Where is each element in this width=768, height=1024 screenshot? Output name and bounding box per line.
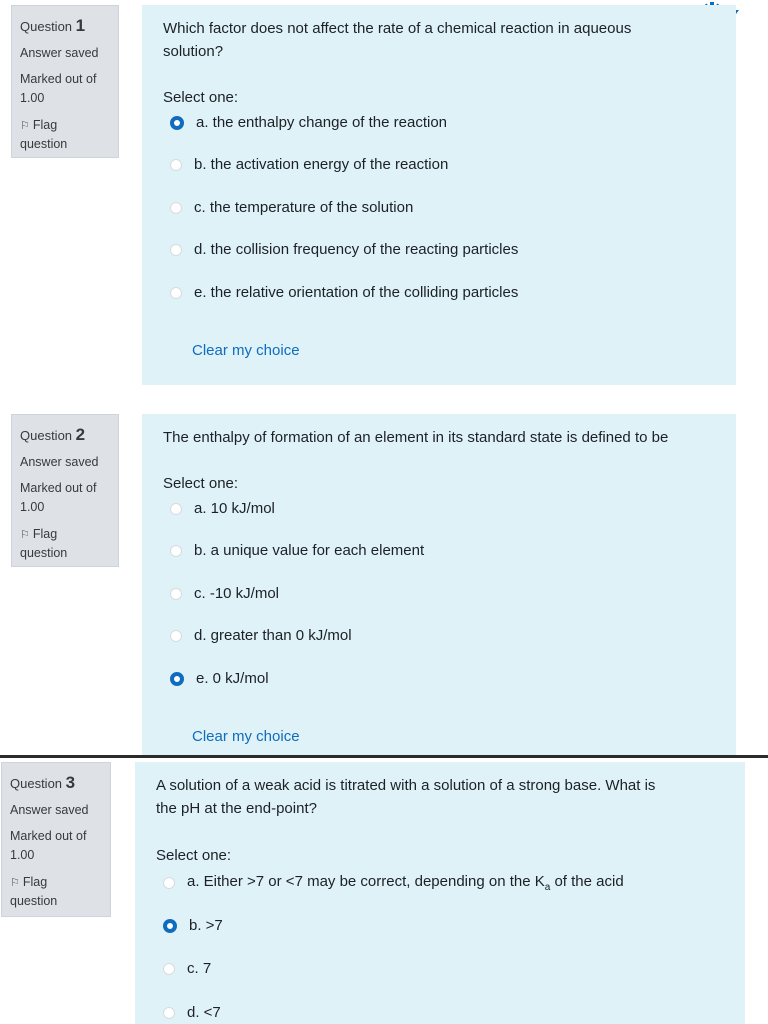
answer-option-e[interactable]: e. 0 kJ/mol	[170, 670, 269, 687]
answer-option-b[interactable]: b. >7	[163, 917, 223, 934]
flag-question-button[interactable]: ⚐ Flag question	[20, 118, 68, 151]
question-text: The enthalpy of formation of an element in its standard state is defined to be	[163, 429, 669, 446]
question-state: Answer saved	[20, 455, 99, 469]
answer-option-a[interactable]: a. the enthalpy change of the reaction	[170, 114, 447, 131]
answer-option-c[interactable]: c. -10 kJ/mol	[170, 585, 279, 602]
answer-option-d[interactable]: d. greater than 0 kJ/mol	[170, 627, 352, 644]
radio-icon[interactable]	[163, 877, 175, 889]
flag-icon: ⚐	[10, 877, 20, 889]
radio-icon[interactable]	[170, 503, 182, 515]
question-grade: Marked out of 1.00	[20, 72, 97, 105]
question-state: Answer saved	[10, 803, 89, 817]
radio-selected-icon[interactable]	[163, 919, 177, 933]
select-one-label: Select one:	[163, 89, 239, 106]
question-state: Answer saved	[20, 46, 99, 60]
flag-question-button[interactable]: ⚐ Flag question	[10, 875, 58, 908]
question-title: Question 2	[20, 425, 86, 444]
answer-option-e[interactable]: e. the relative orientation of the colliding particles	[170, 284, 518, 301]
question-grade: Marked out of 1.00	[10, 829, 87, 862]
radio-icon[interactable]	[170, 630, 182, 642]
question-title: Question 3	[10, 773, 76, 792]
select-one-label: Select one:	[156, 847, 232, 864]
radio-icon[interactable]	[163, 1007, 175, 1019]
screenshot-divider	[0, 755, 768, 758]
question-text: Which factor does not affect the rate of a chemical reaction in aqueous solution?	[163, 20, 632, 60]
question-content-1	[142, 5, 736, 385]
question-content-3	[135, 762, 745, 1024]
radio-icon[interactable]	[170, 159, 182, 171]
flag-question-button[interactable]: ⚐ Flag question	[20, 527, 68, 560]
radio-icon[interactable]	[163, 963, 175, 975]
question-text: A solution of a weak acid is titrated with a solution of a strong base. What is the pH at the end-point?	[156, 777, 656, 817]
flag-icon: ⚐	[20, 529, 30, 541]
answer-option-c[interactable]: c. 7	[163, 960, 211, 977]
question-info-2	[11, 414, 119, 567]
answer-option-d[interactable]: d. <7	[163, 1004, 221, 1021]
radio-icon[interactable]	[170, 588, 182, 600]
clear-choice-link[interactable]: Clear my choice	[192, 342, 300, 359]
question-title: Question 1	[20, 16, 86, 35]
answer-option-a[interactable]: a. Either >7 or <7 may be correct, depending on the $K_a$ of the acid	[163, 873, 624, 893]
radio-icon[interactable]	[170, 202, 182, 214]
question-info-1	[11, 5, 119, 158]
answer-option-a[interactable]: a. 10 kJ/mol	[170, 500, 275, 517]
clear-choice-link[interactable]: Clear my choice	[192, 728, 300, 745]
radio-selected-icon[interactable]	[170, 672, 184, 686]
radio-selected-icon[interactable]	[170, 116, 184, 130]
answer-option-b[interactable]: b. the activation energy of the reaction	[170, 156, 448, 173]
answer-option-d[interactable]: d. the collision frequency of the reacting particles	[170, 241, 518, 258]
answer-option-c[interactable]: c. the temperature of the solution	[170, 199, 413, 216]
answer-option-b[interactable]: b. a unique value for each element	[170, 542, 424, 559]
flag-icon: ⚐	[20, 120, 30, 132]
radio-icon[interactable]	[170, 287, 182, 299]
question-content-2	[142, 414, 736, 755]
select-one-label: Select one:	[163, 475, 239, 492]
question-grade: Marked out of 1.00	[20, 481, 97, 514]
radio-icon[interactable]	[170, 244, 182, 256]
radio-icon[interactable]	[170, 545, 182, 557]
question-info-3	[1, 762, 111, 917]
